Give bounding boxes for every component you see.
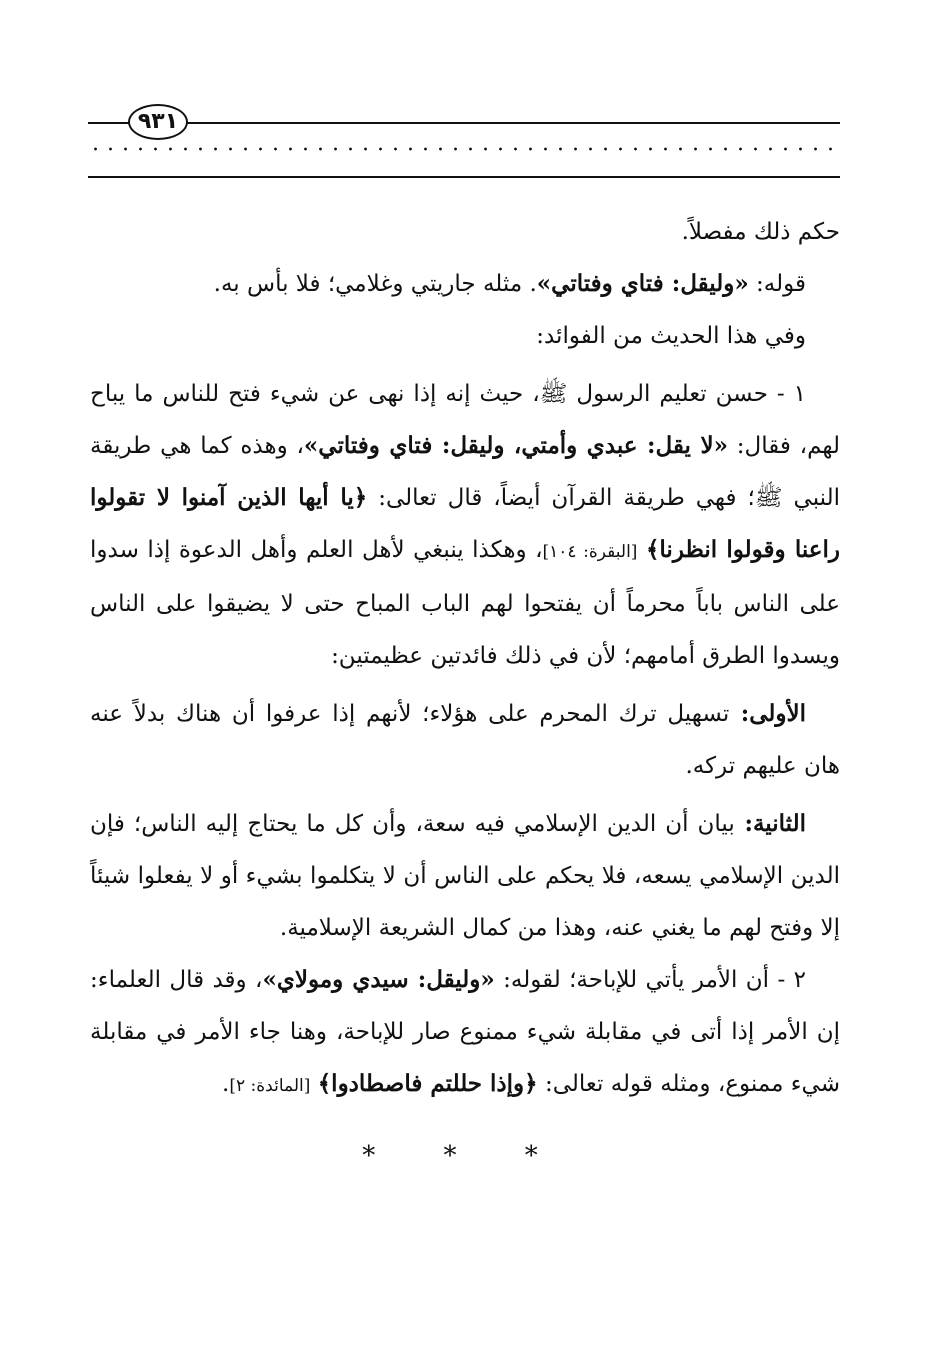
text-span: ، وقد قال العلماء: إن الأمر إذا أتى في مقابلة شيء ممنوع صار للإباحة، وهنا جاء الأمر في مقابلة شيء ممنوع، ومثله قوله تعالى: xyxy=(90,967,840,1097)
verse-citation: [البقرة: ١٠٤] xyxy=(542,542,638,562)
point-label: الأولى: xyxy=(729,700,806,727)
text-span: ١ - حسن تعليم الرسول ﷺ، حيث إنه إذا نهى عن شيء فتح للناس ما يباح لهم، فقال: xyxy=(90,381,840,459)
page-number: ٩٣١ xyxy=(128,104,188,140)
paragraph-3: وفي هذا الحديث من الفوائد: xyxy=(536,323,806,349)
paragraph-2 xyxy=(90,258,840,310)
page-header xyxy=(88,94,840,184)
text-span: قوله: xyxy=(748,271,806,297)
text-span: . xyxy=(222,1071,230,1097)
section-separator: * * * xyxy=(362,1141,568,1171)
verse-citation: [المائدة: ٢] xyxy=(229,1076,311,1096)
header-bottom-rule xyxy=(88,176,840,178)
paragraph-7 xyxy=(90,954,840,1112)
point-label: الثانية: xyxy=(734,810,806,837)
quran-verse: ﴿وإذا حللتم فاصطادوا﴾ xyxy=(317,1070,538,1097)
paragraph-6 xyxy=(90,798,840,954)
text-span: ، وهكذا ينبغي لأهل العلم وأهل الدعوة إذا سدوا على الناس باباً محرماً أن يفتحوا لهم الباب المباح حتى لا يضيقوا على الناس ويسدوا الطرق أمامهم؛ لأن في ذلك فائدتين عظيمتين: xyxy=(90,537,840,669)
text-span: ٢ - أن الأمر يأتي للإباحة؛ لقوله: xyxy=(494,967,806,993)
paragraph-1: حكم ذلك مفصلاً. xyxy=(681,219,840,245)
hadith-quote: «لا يقل: عبدي وأمتي، وليقل: فتاي وفتاتي» xyxy=(303,432,728,459)
text-span: ، وهذه كما هي طريقة النبي ﷺ؛ فهي طريقة القرآن أيضاً، قال تعالى: xyxy=(90,433,840,511)
text-span: تسهيل ترك المحرم على هؤلاء؛ لأنهم إذا عرفوا أن هناك بدلاً عنه هان عليهم تركه. xyxy=(90,701,840,779)
text-span: . مثله جاريتي وغلامي؛ فلا بأس به. xyxy=(213,271,537,297)
header-dotted-rule xyxy=(88,146,840,152)
paragraph-5 xyxy=(90,688,840,792)
header-top-rule xyxy=(88,122,840,124)
paragraph-4 xyxy=(90,368,840,682)
hadith-quote: «وليقل: سيدي ومولاي» xyxy=(262,966,495,993)
hadith-quote: «وليقل: فتاي وفتاتي» xyxy=(536,270,749,297)
quran-verse: ﴿يا أيها الذين آمنوا لا تقولوا راعنا وقولوا انظرنا﴾ xyxy=(90,484,840,563)
page-body xyxy=(90,206,840,1182)
text-span: بيان أن الدين الإسلامي فيه سعة، وأن كل ما يحتاج إليه الناس؛ فإن الدين الإسلامي يسعه، فلا يحكم على الناس أن لا يتكلموا بشيء أو لا يفعلوا شيئاً إلا وفتح لهم ما يغني عنه، وهذا من كمال الشريعة الإسلامية. xyxy=(90,811,840,941)
